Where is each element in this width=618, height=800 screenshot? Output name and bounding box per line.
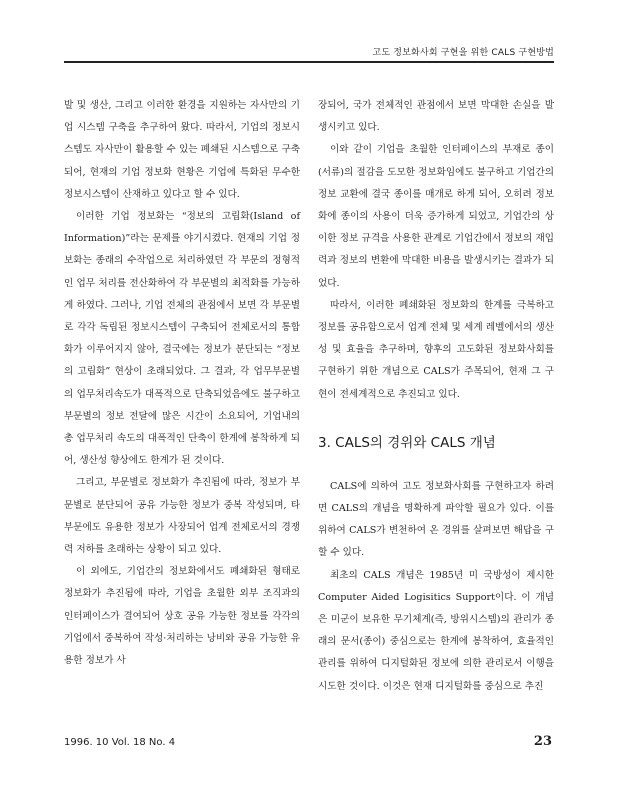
paragraph: 이와 같이 기업을 초월한 인터페이스의 부재로 종이(서류)의 절감을 도모한 정보화임에도 불구하고 기업간의 정보 교환에 결국 종이를 매개로 하게 되어, 오히려 정보화에 종이의 사용이 더욱 증가하게 되었고, 기업간의 상이한 정보 규격을 사용한 관계로 기업간에서 정보의 재입력과 정보의 변환에 막대한 비용을 발생시키는 결과가 되었다. — [318, 144, 554, 289]
paragraph: 최초의 CALS 개념은 1985년 미 국방성이 제시한 Computer Aided Logisitics Support이다. 이 개념은 미군이 보유한 무기체계(즉, 방위시스템)의 관리가 종래의 문서(종이) 중심으로는 한계에 봉착하여, 효율적인 관리를 위하여 디지털화된 정보에 의한 관리로서 이행을 시도한 것이다. 이것은 현재 디지털화를 중심으로 추진 — [318, 569, 554, 692]
paragraph: CALS에 의하여 고도 정보화사회를 구현하고자 하려면 CALS의 개념을 명확하게 파악할 필요가 있다. 이를 위하여 CALS가 변천하여 온 경위를 살펴보면 해답을 구할 수 있다. — [318, 480, 554, 559]
running-header: 고도 정보화사회 구현을 위한 CALS 구현방법 — [372, 48, 554, 58]
page-number: 23 — [533, 734, 552, 749]
paragraph: 이러한 기업 정보화는 “정보의 고립화(Island of Information)”라는 문제를 야기시켰다. 현재의 기업 정보화는 종래의 수작업으로 처리하였던 각 부문의 정형적인 업무 처리를 전산화하여 각 부문별의 최적화를 가능하게 하였다. 그러나, 기업 전체의 관점에서 보면 각 부문별로 각각 독립된 정보시스템이 구축되어 전체로서의 통합화가 이루어지지 않아, 결국에는 정보가 분단되는 “정보의 고립화” 현상이 초래되었다. 그 결과, 각 업무부문별의 업무처리속도가 대폭적으로 단축되었음에도 불구하고 부문별의 정보 전달에 많은 시간이 소요되어, 기업내의 총 업무처리 속도의 대폭적인 단축이 한계에 봉착하게 되어, 생산성 향상에도 한계가 된 것이다. — [64, 211, 300, 467]
paragraph: 그리고, 부문별로 정보화가 추진됨에 따라, 정보가 부문별로 분단되어 공유 가능한 정보가 중복 작성되며, 타 부문에도 유용한 정보가 사장되어 업계 전체로서의 경쟁력 저하를 초래하는 상황이 되고 있다. — [64, 477, 300, 556]
paragraph: 따라서, 이러한 폐쇄화된 정보화의 한계를 극복하고 정보를 공유함으로서 업계 전체 및 세계 레벨에서의 생산성 및 효율을 추구하며, 향후의 고도화된 정보화사회를 구현하기 위한 개념으로 CALS가 주목되어, 현재 그 구현이 전세계적으로 추진되고 있다. — [318, 299, 554, 400]
paragraph: 발 및 생산, 그리고 이러한 환경을 지원하는 자사만의 기업 시스템 구축을 추구하여 왔다. 따라서, 기업의 정보시스템도 자사만이 활용할 수 있는 폐쇄된 시스템으로 구축되어, 현재의 기업 정보화 현황은 기업에 특화된 무수한 정보시스템이 산재하고 있다고 할 수 있다. — [64, 100, 300, 200]
paragraph: 장되어, 국가 전체적인 관점에서 보면 막대한 손실을 발생시키고 있다. — [318, 100, 554, 134]
right-column — [318, 95, 554, 698]
section-heading: 3. CALS의 경위와 CALS 개념 — [318, 434, 496, 451]
paragraph: 이 외에도, 기업간의 정보화에서도 폐쇄화된 형태로 정보화가 추진됨에 따라, 기업을 초월한 외부 조직과의 인터페이스가 결여되어 상호 공유 가능한 정보를 각각의 기업에서 중복하여 작성·처리하는 낭비와 공유 가능한 유용한 정보가 사 — [64, 566, 300, 667]
issue-info: 1996. 10 Vol. 18 No. 4 — [64, 737, 176, 748]
left-column — [64, 95, 300, 672]
header-rule — [64, 61, 554, 63]
